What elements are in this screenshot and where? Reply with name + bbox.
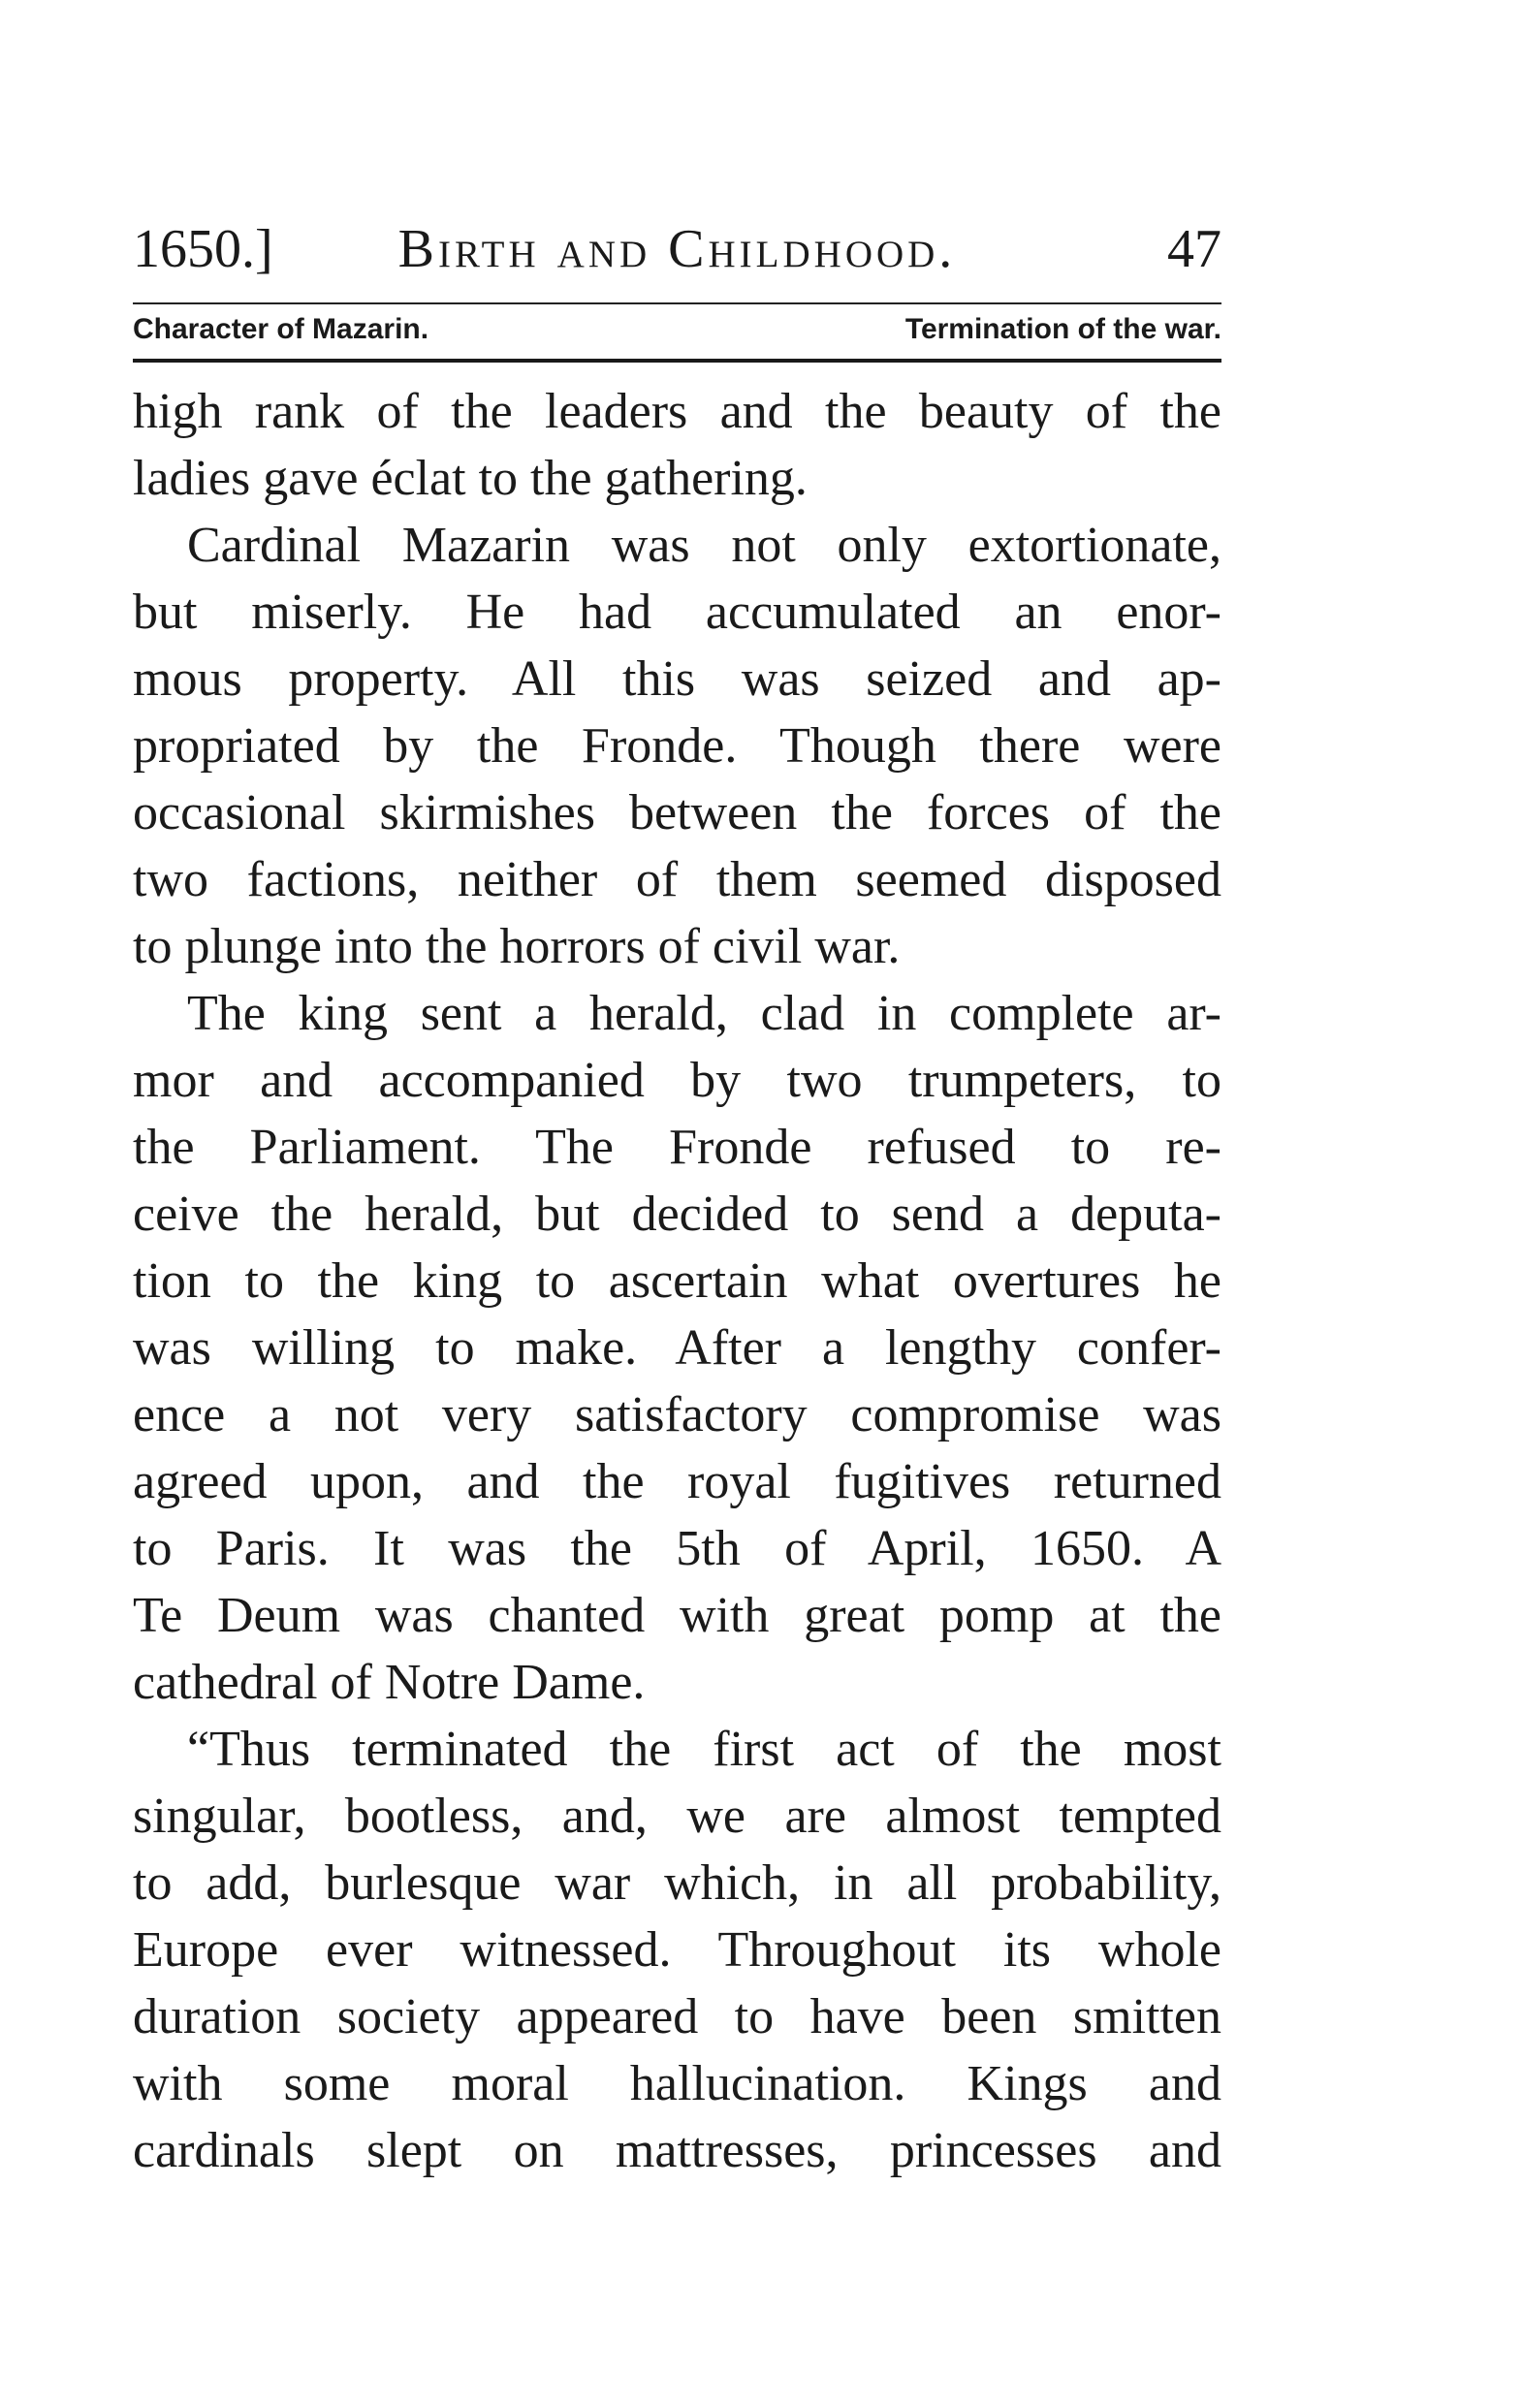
text-line: the Parliament. The Fronde refused to re- bbox=[133, 1120, 1221, 1175]
text-line: mous property. All this was seized and ap- bbox=[133, 651, 1221, 707]
text-line: ceive the herald, but decided to send a deputa- bbox=[133, 1187, 1221, 1242]
text-line: cathedral of Notre Dame. bbox=[133, 1655, 646, 1710]
text-line: occasional skirmishes between the forces of the bbox=[133, 785, 1221, 840]
running-head bbox=[133, 215, 1221, 283]
text-line: ence a not very satisfactory compromise was bbox=[133, 1387, 1221, 1442]
page-number: 47 bbox=[1167, 219, 1221, 279]
text-line: mor and accompanied by two trumpeters, to bbox=[133, 1053, 1221, 1108]
text-line: to Paris. It was the 5th of April, 1650. A bbox=[133, 1521, 1221, 1576]
header-rule bbox=[133, 302, 1221, 304]
text-line: cardinals slept on mattresses, princesses and bbox=[133, 2123, 1221, 2178]
book-page bbox=[133, 0, 1221, 2408]
text-line: to add, burlesque war which, in all probability, bbox=[133, 1855, 1221, 1911]
text-line: propriated by the Fronde. Though there were bbox=[133, 718, 1221, 774]
side-heading-rule bbox=[133, 359, 1221, 363]
side-headings bbox=[133, 308, 1221, 351]
text-line: to plunge into the horrors of civil war. bbox=[133, 919, 901, 974]
text-line: agreed upon, and the royal fugitives returned bbox=[133, 1454, 1221, 1509]
header-year: 1650.] bbox=[133, 219, 273, 279]
text-line: duration society appeared to have been smitten bbox=[133, 1989, 1221, 2044]
side-heading-right: Termination of the war. bbox=[904, 313, 1221, 345]
text-line: ladies gave éclat to the gathering. bbox=[133, 451, 808, 506]
text-line: Cardinal Mazarin was not only extortionate, bbox=[187, 518, 1221, 573]
text-line: singular, bootless, and, we are almost tempted bbox=[133, 1789, 1221, 1844]
text-line: was willing to make. After a lengthy confer- bbox=[133, 1320, 1221, 1376]
text-line: Te Deum was chanted with great pomp at the bbox=[133, 1588, 1221, 1643]
text-line: high rank of the leaders and the beauty of the bbox=[133, 384, 1221, 439]
text-line: with some moral hallucination. Kings and bbox=[133, 2056, 1221, 2111]
header-title: Birth and Childhood. bbox=[397, 219, 957, 279]
text-line: but miserly. He had accumulated an enor- bbox=[133, 585, 1221, 640]
text-line: Europe ever witnessed. Throughout its whole bbox=[133, 1922, 1221, 1978]
text-line: tion to the king to ascertain what overtures he bbox=[133, 1253, 1221, 1309]
text-line: The king sent a herald, clad in complete ar- bbox=[187, 986, 1221, 1041]
text-line: two factions, neither of them seemed disposed bbox=[133, 852, 1221, 907]
side-heading-left: Character of Mazarin. bbox=[133, 313, 429, 345]
body-text bbox=[133, 378, 1221, 2184]
text-line: “Thus terminated the first act of the most bbox=[187, 1722, 1221, 1777]
